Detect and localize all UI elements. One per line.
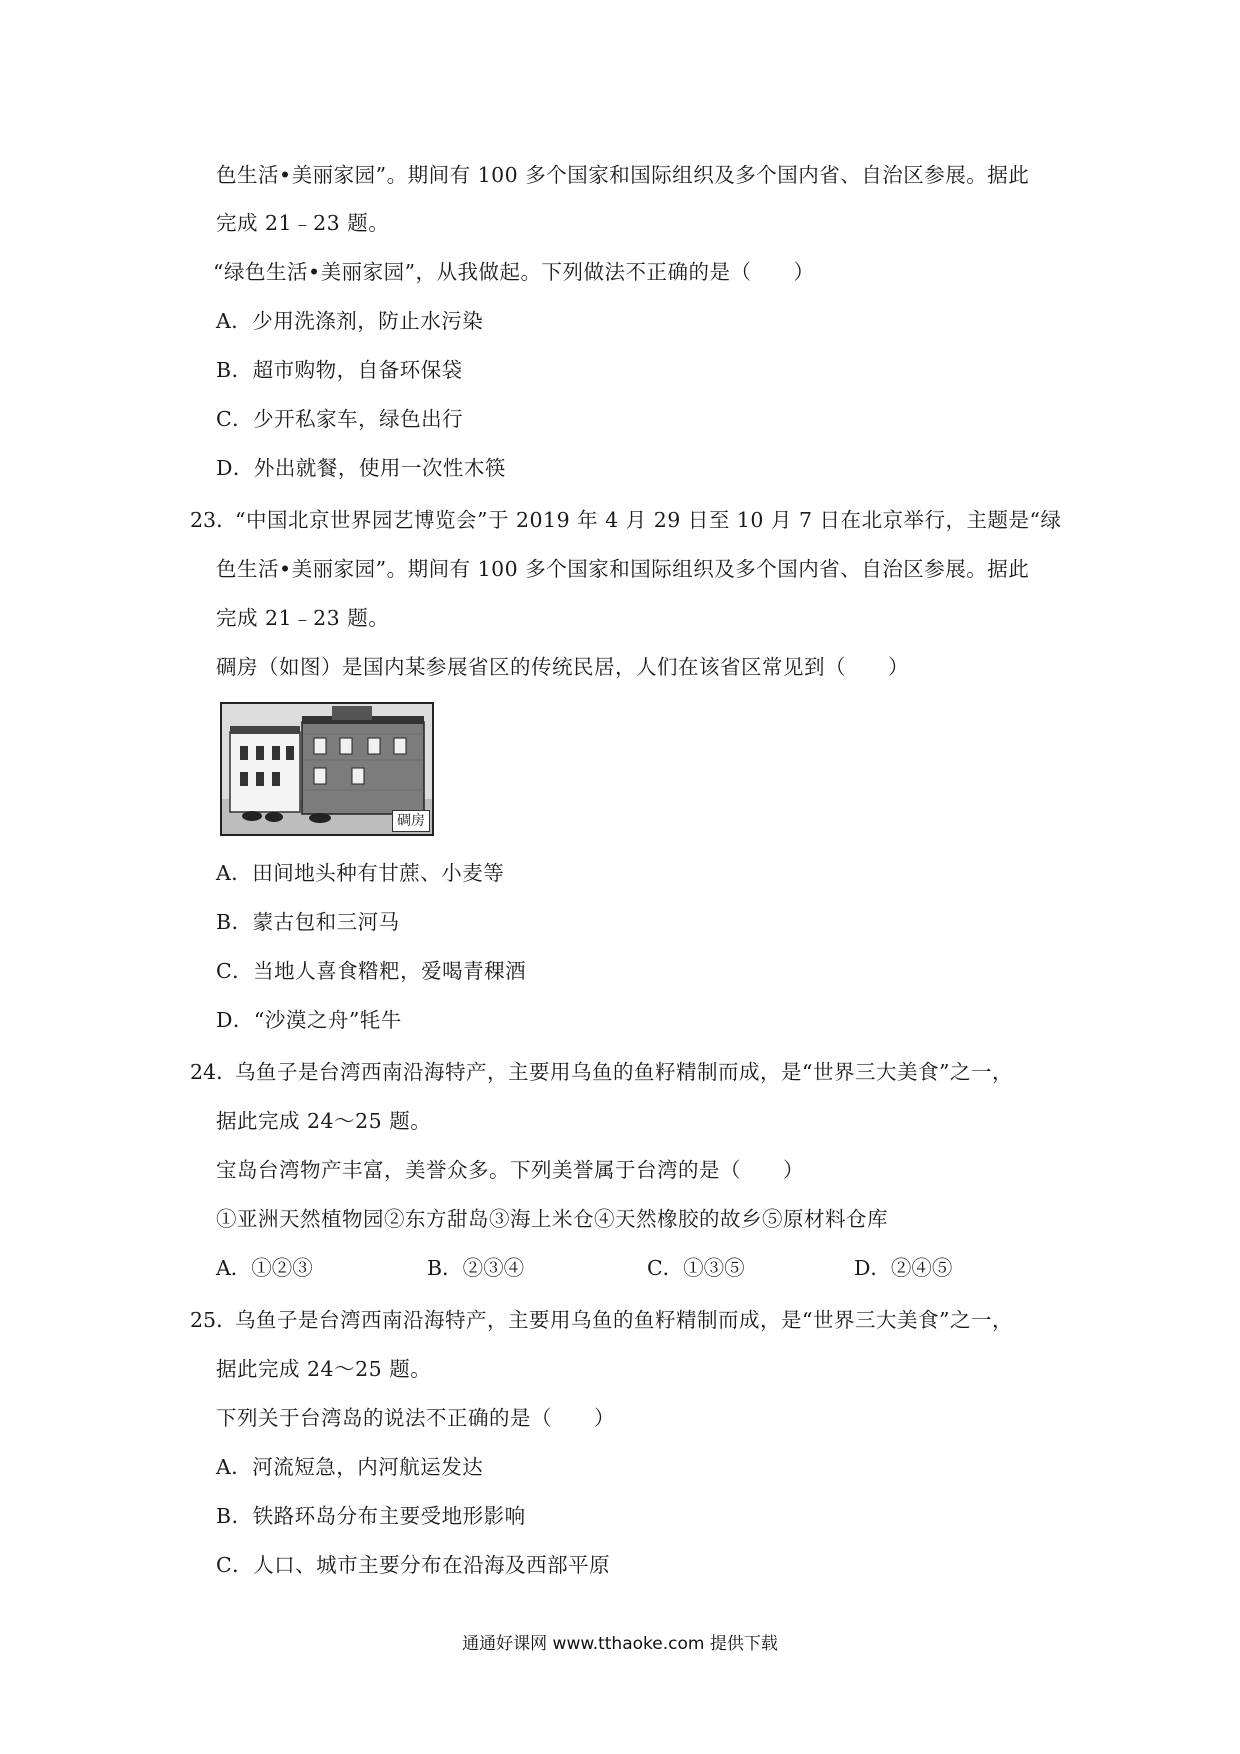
option-a: A．①②③ [216, 1256, 313, 1280]
stem-line: 色生活•美丽家园”。期间有 100 多个国家和国际组织及多个国内省、自治区参展。据此 [216, 557, 1030, 581]
question-text: 宝岛台湾物产丰富，美誉众多。下列美誉属于台湾的是（ ） [216, 1158, 804, 1182]
option-a: A．河流短急，内河航运发达 [216, 1455, 484, 1479]
option-d: D．“沙漠之舟”牦牛 [216, 1008, 402, 1032]
stem-line: 完成 21﹣23 题。 [216, 211, 390, 235]
option-c: C．①③⑤ [647, 1256, 745, 1280]
question-number: 23． [190, 508, 237, 532]
stem-line: 乌鱼子是台湾西南沿海特产，主要用乌鱼的鱼籽精制而成，是“世界三大美食”之一， [235, 1060, 1013, 1084]
question-number: 24． [190, 1060, 237, 1084]
question-number: 25． [190, 1308, 237, 1332]
stem-line: “中国北京世界园艺博览会”于 2019 年 4 月 29 日至 10 月 7 日在北京举行，主题是“绿 [235, 508, 1062, 532]
option-b: B．②③④ [427, 1256, 525, 1280]
option-d: D．外出就餐，使用一次性木筷 [216, 456, 506, 480]
stem-line: 据此完成 24～25 题。 [216, 1109, 432, 1133]
option-b: B．蒙古包和三河马 [216, 910, 400, 934]
option-c: C．当地人喜食糌粑，爱喝青稞酒 [216, 959, 527, 983]
stem-line: 完成 21﹣23 题。 [216, 606, 390, 630]
footer-source: 通通好课网 www.tthaoke.com 提供下载 [462, 1634, 778, 1654]
option-a: A．田间地头种有甘蔗、小麦等 [216, 861, 505, 885]
question-text: 下列关于台湾岛的说法不正确的是（ ） [216, 1406, 615, 1430]
question-text: “绿色生活•美丽家园”，从我做起。下列做法不正确的是（ ） [213, 260, 815, 284]
option-c: C．少开私家车，绿色出行 [216, 407, 464, 431]
stem-line: 色生活•美丽家园”。期间有 100 多个国家和国际组织及多个国内省、自治区参展。据此 [216, 163, 1030, 187]
option-c: C．人口、城市主要分布在沿海及西部平原 [216, 1553, 611, 1577]
question-text: 碉房（如图）是国内某参展省区的传统民居，人们在该省区常见到（ ） [216, 655, 909, 679]
option-b: B．超市购物，自备环保袋 [216, 358, 463, 382]
diaofang-photo [220, 702, 434, 836]
option-d: D．②④⑤ [854, 1256, 953, 1280]
option-a: A．少用洗涤剂，防止水污染 [216, 309, 484, 333]
items-list: ①亚洲天然植物园②东方甜岛③海上米仓④天然橡胶的故乡⑤原材料仓库 [216, 1207, 888, 1231]
stem-line: 乌鱼子是台湾西南沿海特产，主要用乌鱼的鱼籽精制而成，是“世界三大美食”之一， [235, 1308, 1013, 1332]
figure-caption: 碉房 [392, 810, 430, 832]
option-b: B．铁路环岛分布主要受地形影响 [216, 1504, 526, 1528]
stem-line: 据此完成 24～25 题。 [216, 1357, 432, 1381]
